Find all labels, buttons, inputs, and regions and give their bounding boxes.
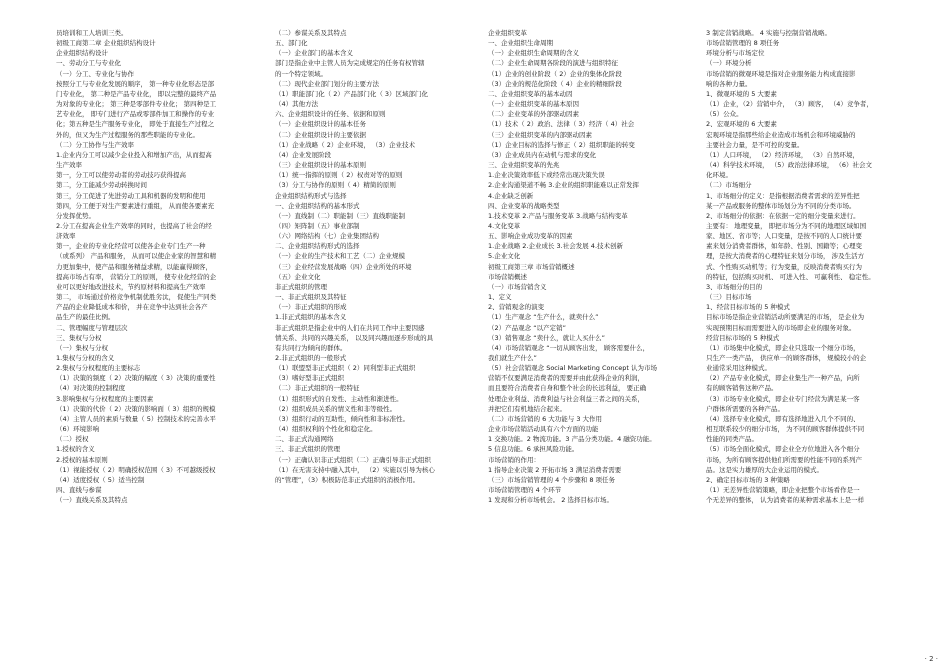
text-line: 目标市场是指企业营销活动所要满足的市场， 是企业为	[706, 313, 865, 322]
text-line: 员培训和工人培训三类。	[56, 29, 128, 37]
text-line: 部门是指企业中主管人员为完成规定的任务有权管辖	[275, 59, 425, 68]
text-line: 理，是按大消费者的心理特征来划分市场， 涉及生活方	[706, 252, 865, 261]
text-line: （1）生产观念 “生产什么，就卖什么”	[488, 313, 599, 322]
text-line: 而且要符合消费者自身和整个社会的长远利益， 要正确	[488, 384, 647, 393]
text-line: （二）非正式组织的一般特征	[275, 384, 360, 393]
text-line: 相互联系较少的细分市场， 为不同的顾客群体提供不同	[706, 425, 865, 434]
text-line: （1）无差异性营销策略，即企业把整个市场看作是一	[706, 486, 860, 495]
text-line: 第一，企业的专业化经营可以使各企业专门生产一种	[56, 242, 206, 251]
text-line: （4）其他方法	[275, 100, 319, 109]
text-line: （1）统一指挥的原则（ 2）权责对等的原则	[275, 171, 403, 180]
text-line: 1.企业战略 2.企业成长 3.社会发展 4.技术创新	[488, 242, 624, 251]
text-line: （二）市场营销的 6 大功能与 3 大作用	[488, 414, 603, 423]
text-line: 1.企业决策效率低下或经常出现决策失误	[488, 171, 605, 180]
text-line: （三）企业组织设计的基本原则	[275, 161, 366, 170]
text-line: （4）适度授权（ 5）适当控制	[56, 475, 145, 484]
text-line: （4）科学技术环境， （5）政治法律环境， （6）社会文	[706, 161, 873, 170]
text-line: （1）联盟型非正式组织（ 2）同利型非正式组织	[275, 364, 416, 373]
text-line: （二）企业组织设计的主要依据	[275, 130, 366, 139]
text-line: （二）企业生命周期各阶段的演进与组织特征	[488, 59, 618, 68]
text-line: 主要有： 地理变量， 即把市场分为不同的地理区域如国	[706, 221, 867, 230]
text-line: 二、企业组织变革的基本动因	[488, 89, 573, 98]
text-line: 2、宏观环境的 6 大要素	[706, 120, 777, 129]
text-line: 外的，但又为生产过程服务的那些职能的专业化。	[56, 130, 199, 139]
text-line: （4）企业发展阶段	[275, 150, 332, 159]
text-line: 提高市场占有率， 营销分工的原则， 使专业化经营的企	[56, 272, 217, 281]
text-line: 素来划分消费者群体，如年龄、性别、国籍等；心理变	[706, 242, 862, 251]
text-line: 三、企业组织变革的先兆	[488, 161, 560, 170]
text-line: （五）企业文化	[275, 272, 321, 281]
text-line: （3）组织行动的互助性，倾向性和非标准性。	[275, 414, 410, 423]
text-line: 2.分工在提高企业生产效率的同时，也提高了社会的经	[56, 221, 212, 230]
text-line: （六）网络结构（七）企业集团结构	[275, 232, 379, 241]
text-line: （二）参谋关系及其特点	[275, 29, 347, 37]
text-line: 的一个特定领域。	[275, 69, 327, 78]
text-line: （四）矩阵制（五）事业部制	[275, 221, 360, 230]
text-line: 式、个性购买动机等；行为变量，反映消费者购买行为	[706, 262, 862, 271]
text-line: 5 信息功能。6 承担风险功能。	[488, 445, 579, 454]
text-line: 市场营销管理的 4 个环节	[488, 486, 562, 495]
text-line: 户群体所需要的各种产品。	[706, 404, 784, 413]
text-line: （1）企业目标的选择与修正（ 2）组织职能的转变	[488, 140, 635, 149]
text-line: （5）公众。	[706, 110, 743, 119]
text-line: （一）企业组织设计的基本任务	[275, 120, 366, 129]
text-line: 1、微观环境的 5 大要素	[706, 89, 777, 98]
text-line: 第一，分工可以使劳动者的劳动技巧获得提高	[56, 171, 186, 180]
text-line: （4）市场营销观念 “一切从顾客出发， 顾客需要什么，	[488, 343, 650, 352]
text-line: （1）决策的频度（ 2）决策的幅度（ 3）决策的重要性	[56, 374, 216, 383]
text-line: （1）职能部门化（ 2）产品部门化（ 3）区域部门化	[275, 89, 429, 98]
text-line: 只生产一类产品， 供应单一的顾客群体， 规模较小的企	[706, 354, 867, 362]
text-line: 二、企业组织结构形式的选择	[275, 242, 360, 251]
text-line: 3、市场细分的目的	[706, 282, 763, 291]
text-line: 1.集权与分权的含义	[56, 354, 115, 362]
text-line: 门专业化， 第二种是产品专业化， 即以完整的最终产品	[56, 89, 217, 98]
text-line: 1、市场细分的定义：是指根据消费者需求的差异性把	[706, 191, 860, 200]
text-line: 非正式组织的管理	[275, 282, 327, 291]
text-line: 分发挥优势。	[56, 211, 95, 220]
text-line: （三）市场营销管理的 4 个步骤和 8 项任务	[488, 475, 616, 484]
text-line: （5）市场全面化模式，即企业全方位地进入各个细分	[706, 445, 860, 454]
text-line: （4）主管人员的素质与数量（ 5）控制技术的完善水平	[56, 414, 216, 423]
text-line: （3）分工与协作的原则（ 4）精简的原则	[275, 181, 396, 190]
text-line: 1、定义	[488, 293, 512, 302]
text-line: 市场，为所有顾客提供他们所需要的性能不同的系列产	[706, 455, 862, 464]
column-1	[56, 28, 261, 658]
text-line: 4.企业缺乏创新	[488, 191, 534, 200]
text-line: （三）企业组织变革的内部驱动因素	[488, 130, 592, 139]
text-line: （2）产品专业化模式，即企业集生产一种产品，向所	[706, 374, 860, 383]
text-line: 企业组织结构形式与选择	[275, 191, 347, 200]
text-line: （一）直线关系及其特点	[56, 496, 128, 505]
text-line: 为对象的专业化； 第三种是零部件专业化； 第四种是工	[56, 100, 217, 109]
text-line: 2、营销观念的演变	[488, 303, 545, 312]
text-line: 1 交换功能。2 物流功能。3 产品分类功能。4 融资功能。	[488, 435, 656, 444]
text-line: （1）企业，（2）营销中介， （3）顾客， （4）竞争者，	[706, 100, 873, 109]
text-line: 第二， 市场通过价格竞争机制优胜劣汰， 促使生产同类	[56, 293, 217, 302]
text-line: 市场营销管理的 8 项任务	[706, 39, 780, 48]
text-line: （2）产品观念 “以产定销”	[488, 323, 566, 332]
text-line: （1）企业战略（ 2）企业环境， （3）企业技术	[275, 140, 416, 149]
text-line: 业可以更好地改进技术，节约原材料和提高生产效率	[56, 282, 206, 291]
text-line: 主要社会力量，是不可控的变量。	[706, 140, 804, 149]
text-line: 市场营销概述	[488, 272, 527, 281]
text-line: 有共同行为倾向的群体。	[275, 343, 347, 352]
text-line: 3 制定营销战略。 4 实施与控制营销战略。	[706, 29, 831, 37]
text-line: 生产效率	[56, 161, 82, 170]
text-line: 家、地区、省市等；人口变量，是按不同的人口统计要	[706, 232, 862, 241]
text-line: （二）市场细分	[706, 181, 752, 190]
text-line: 企业组织结构设计	[56, 49, 108, 58]
text-line: 四、直线与参谋	[56, 486, 102, 495]
column-2	[275, 28, 480, 658]
text-line: 品生产的最佳比例。	[56, 313, 115, 322]
text-line: （二）现代企业部门划分的主要方法	[275, 79, 379, 88]
text-line: （4）选择专业化模式，即有选择地进入几个不同的、	[706, 414, 860, 423]
text-line: 初级工商第三章 市场营销概述	[488, 262, 575, 271]
text-line: （1）组织形式的自发性、主动性和渐进性。	[275, 394, 403, 403]
text-line: （4）对决策的控制程度	[56, 384, 126, 393]
text-line: 响的各种力量。	[706, 79, 752, 88]
text-line: 1 指导企业决策 2 开拓市场 3 满足消费者需要	[488, 465, 622, 474]
text-line: 三、集权与分权	[56, 333, 102, 342]
text-line: 一、企业组织结构的基本形式	[275, 201, 360, 210]
text-line: （一）分工、专业化与协作	[56, 69, 134, 78]
text-line: 1.授权的含义	[56, 445, 95, 454]
text-line: （1）技术（ 2）政治、法律（ 3）经济（ 4）社会	[488, 120, 635, 129]
text-line: （或系列） 产品和服务， 从而可以使企业家的智慧和精	[56, 252, 217, 261]
text-line: （二）授权	[56, 435, 89, 444]
text-line: 三、非正式组织的管理	[275, 445, 340, 454]
text-line: 艺专业化， 即专门进行产品或零部件加工和操作的专业	[56, 110, 215, 119]
text-line: 市场营销的作用：	[488, 455, 540, 464]
text-line: 二、管理幅度与管理层次	[56, 323, 128, 332]
text-line: 力更加集中，使产品和服务精益求精，以能赢得顾客，	[56, 262, 212, 271]
text-line: 的“管理”，（3）积极防范非正式组织的消极作用。	[275, 475, 420, 484]
text-line: （二）企业变革的外部驱动因素	[488, 110, 579, 119]
text-line: 有的顾客销售这种产品。	[706, 384, 778, 393]
text-line: （1）人口环境， （2）经济环境， （3）自然环境，	[706, 150, 860, 159]
text-line: 经营目标市场的 5 种模式	[706, 333, 780, 342]
text-line: （一）企业部门的基本含义	[275, 49, 353, 58]
text-line: （一）环境分析	[706, 59, 752, 68]
text-line: （一）集权与分权	[56, 343, 108, 352]
text-line: 1 发现和分析市场机会。 2 选择目标市场。	[488, 496, 613, 505]
text-line: （三）企业经营发展战略（四）企业所处的环境	[275, 262, 412, 271]
text-line: 非正式组织是指企业中的人们在共同工作中主要因感	[275, 323, 425, 332]
text-line: 一、非正式组织及其特征	[275, 293, 347, 302]
text-line: （一）企业组织生命周期的含义	[488, 49, 579, 58]
text-line: （3）嗜好型非正式组织	[275, 374, 345, 383]
text-line: 2、市场细分的依据：在依据一定的细分变量来进行。	[706, 211, 860, 220]
text-line: 3.影响集权与分权程度的主要因素	[56, 394, 154, 403]
text-line: （一）直线制（二）职能制（三）直线职能制	[275, 211, 405, 220]
text-line: 个无差异的整体， 认为消费者的某种需求基本上是一样	[706, 496, 865, 505]
column-4	[706, 28, 911, 658]
text-line: 产品的企业降低成本和价， 并在竞争中达到社会各产	[56, 303, 208, 312]
column-3	[488, 28, 693, 658]
text-line: 营销不仅要满足消费者的需要并由此获得企业的利润，	[488, 374, 644, 383]
text-line: 企业市场营销活动具有六个方面的功能	[488, 425, 599, 434]
text-line: （一）企业的生产技术和工艺（二）企业规模	[275, 252, 405, 261]
text-line: （三）目标市场	[706, 293, 752, 302]
text-line: （3）企业成员内在动机与需求的变化	[488, 150, 597, 159]
text-line: 并把它们有机地结合起来。	[488, 404, 566, 413]
text-line: 品。这是实力雄厚的大企业运用的模式。	[706, 465, 823, 474]
text-line: （2）组织成员关系的情义性和非等级性。	[275, 404, 397, 413]
text-line: 2.非正式组织的一般形式	[275, 354, 347, 362]
text-line: 济效率	[56, 232, 76, 241]
text-line: 第二，分工能减少劳动转换时间	[56, 181, 147, 190]
text-line: （5）社会营销观念 Social Marketing Concept 认为市场	[488, 364, 657, 373]
text-line: 4.文化变革	[488, 221, 521, 230]
text-line: 1.非正式组织的基本含义	[275, 313, 347, 322]
text-line: （1）在无害支持中融入其中， （2）实施以引导为核心	[275, 465, 435, 474]
text-line: 2.集权与分权程度的主要标志	[56, 364, 141, 373]
text-line: 第三，分工促进了先进劳动工具和机器的发明和使用	[56, 191, 206, 200]
text-line: 化环境。	[706, 171, 732, 180]
text-line: 1.技术变革 2.产品与服务变革 3.战略与结构变革	[488, 211, 628, 220]
text-line: （3）销售观念 “卖什么，就让人买什么”	[488, 333, 605, 342]
text-line: 5.企业文化	[488, 252, 521, 261]
text-line: （1）市场集中化模式，即企业只选取一个细分市场，	[706, 343, 860, 352]
text-line: 一、企业组织生命周期	[488, 39, 553, 48]
text-line: 按照分工与专业化发展的顺序， 第一种专业化形态是部	[56, 79, 215, 88]
text-line: 企业组织变革	[488, 29, 527, 37]
text-line: 五、影响企业成功变革的因素	[488, 232, 573, 241]
text-line: 处理企业利益、消费利益与社会利益三者之间的关系，	[488, 394, 644, 403]
text-line: 初级工商第二章 企业组织结构设计	[56, 39, 156, 48]
text-line: 第四，分工便于对生产要素进行重组， 从而使各要素充	[56, 201, 215, 210]
text-line: 四、企业变革的战略类型	[488, 201, 560, 210]
text-line: 六、企业组织设计的任务、依据和原则	[275, 110, 386, 119]
text-line: 2、确定目标市场的 3 种策略	[706, 475, 790, 484]
text-line: （1）决策的代价（ 2）决策的影响面（ 3）组织的规模	[56, 404, 216, 413]
text-line: 某一产品或服务的整体市场划分为不同的分类市场。	[706, 201, 856, 210]
text-line: 环境分析与市场定位	[706, 49, 765, 58]
text-line: 宏观环境是指那些给企业造成市场机会和环境威胁的	[706, 130, 856, 139]
text-line: 1、经营目标市场的 5 种模式	[706, 303, 790, 312]
text-line: 市场营销的微观环境是指对企业服务能力构成直接影	[706, 69, 856, 78]
text-line: 2.授权的基本原则	[56, 455, 108, 464]
text-line: （6）环境影响	[56, 425, 100, 434]
text-line: （一）正确认识非正式组织（二）正确引导非正式组织	[275, 455, 431, 464]
text-line: 我们就生产什么”	[488, 354, 537, 362]
text-line: （二）分工协作与生产效率	[56, 140, 134, 149]
text-line: 实现预期目标而需要进入的市场即企业的服务对象。	[706, 323, 856, 332]
text-line: （1）视能授权（ 2）明确授权范围（ 3）不可越级授权	[56, 465, 216, 474]
text-line: 的特征，包括购买时机、 可进入性、 可赢利性、 稳定性。	[706, 272, 875, 281]
text-line: （1）企业的创业阶段（ 2）企业的集体化阶段	[488, 69, 622, 78]
text-line: 业通常采用这种模式。	[706, 364, 771, 373]
page-number: · 2 ·	[924, 655, 938, 663]
text-line: 情关系、共同的兴趣关系， 以及同兴趣而逐步形成的具	[275, 333, 434, 342]
text-line: 性能的同类产品。	[706, 435, 758, 444]
text-line: （3）企业的规范化阶段（ 4）企业的精细阶段	[488, 79, 622, 88]
text-line: 1.企业内分工可以减少企业投入和增加产出，从而提高	[56, 150, 212, 159]
text-line: （一）企业组织变革的基本原因	[488, 100, 579, 109]
text-line: （一）非正式组织的形成	[275, 303, 347, 312]
text-line: 二、非正式沟通网络	[275, 435, 334, 444]
text-line: 2.企业沟通渠道不畅 3.企业的组织职能难以正常发挥	[488, 181, 639, 190]
text-line: 化；第五种是生产服务专业化， 即处于直接生产过程之	[56, 120, 215, 129]
text-line: （4）组织权利的个性化和稳定化。	[275, 425, 377, 434]
text-line: 一、劳动分工与专业化	[56, 59, 121, 68]
text-line: 五、部门化	[275, 39, 308, 48]
text-line: （3）市场专业化模式，即企业专门经营为满足某一客	[706, 394, 860, 403]
text-line: （一）市场营销含义	[488, 282, 547, 291]
